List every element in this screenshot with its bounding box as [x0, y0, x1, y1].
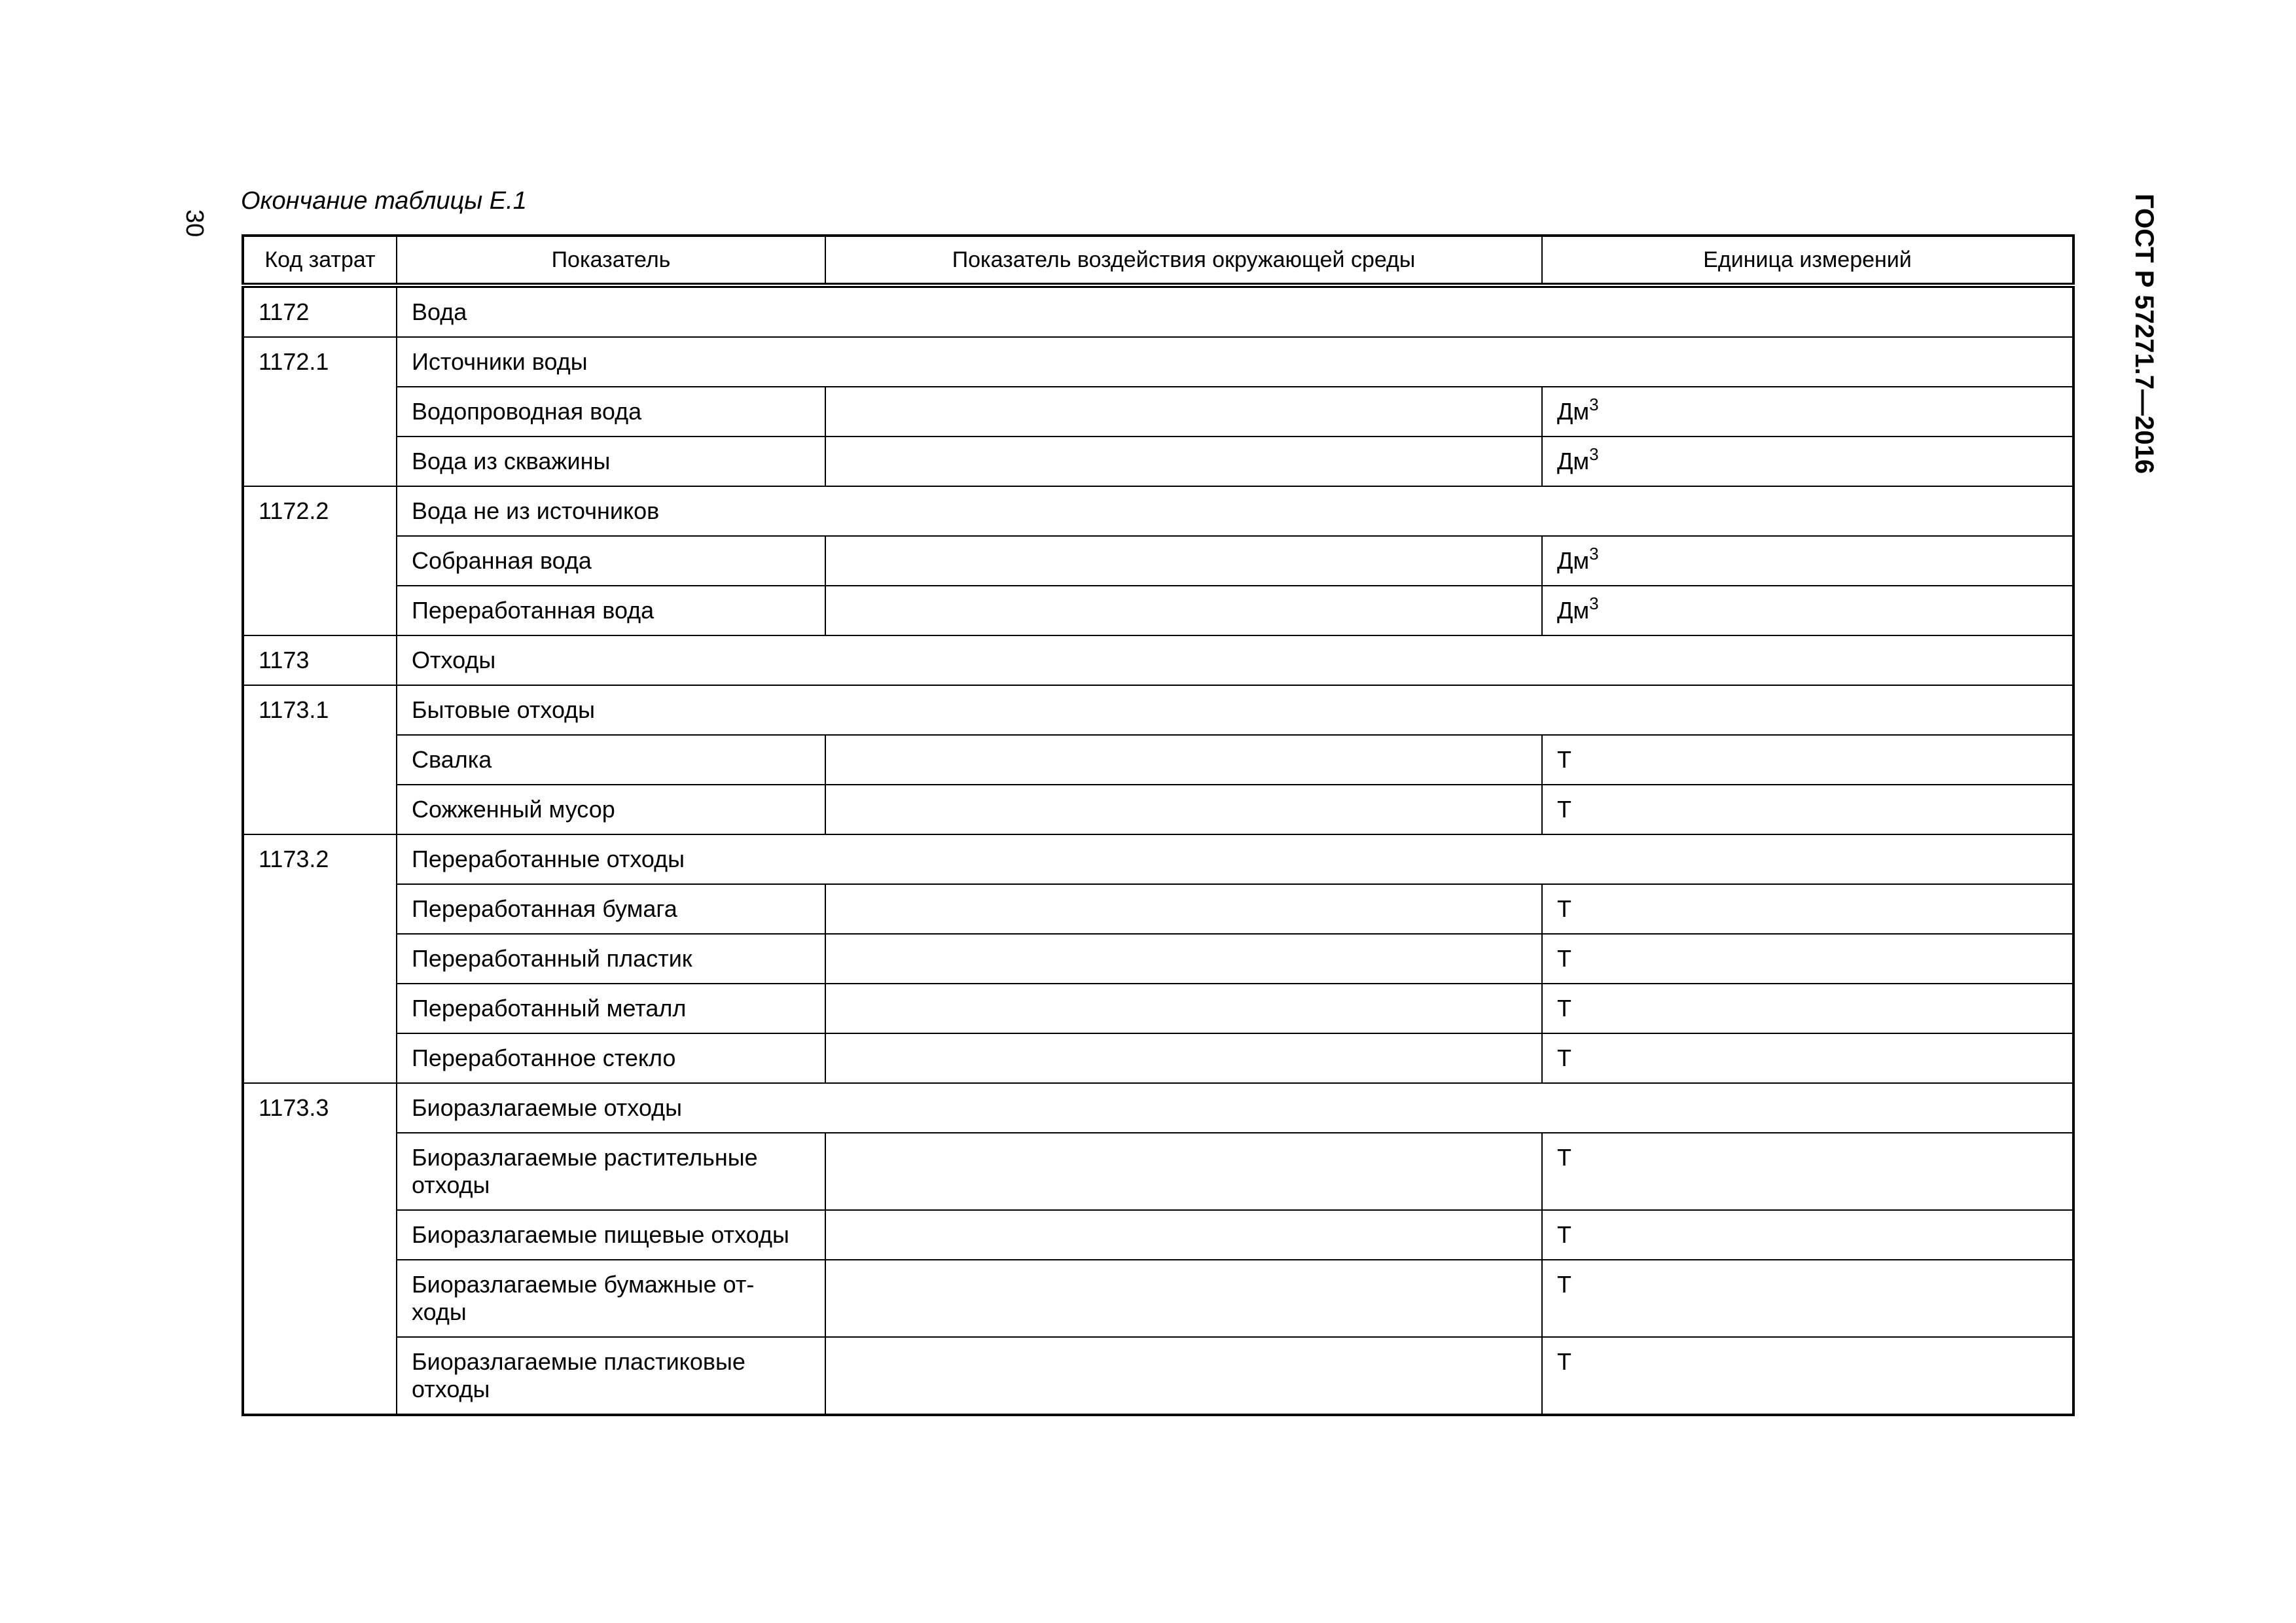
env-indicator-cell	[825, 1033, 1542, 1083]
env-indicator-cell	[825, 984, 1542, 1033]
env-indicator-cell	[825, 437, 1542, 486]
cost-code: 1173	[243, 635, 397, 685]
indicator-cell: Водопроводная вода	[397, 387, 825, 437]
unit-base: Дм	[1557, 547, 1590, 574]
indicator-line: Биоразлагаемые бумажные от-	[412, 1271, 755, 1298]
table-row	[243, 785, 2073, 834]
section-title: Вода	[397, 285, 2073, 337]
indicator-cell: Собранная вода	[397, 536, 825, 586]
subsection-title: Переработанные отходы	[397, 834, 2073, 884]
indicator-line: Биоразлагаемые пластиковые	[412, 1348, 745, 1375]
unit-exponent: 3	[1589, 444, 1599, 464]
unit-cell: Т	[1542, 884, 2073, 934]
indicator-cell: Сожженный мусор	[397, 785, 825, 834]
env-indicator-cell	[825, 586, 1542, 635]
header-code: Код затрат	[243, 236, 397, 285]
env-indicator-cell	[825, 387, 1542, 437]
header-env-indicator: Показатель воздействия окружающей среды	[825, 236, 1542, 285]
table-row	[243, 1133, 2073, 1210]
indicator-cell: Переработанная вода	[397, 586, 825, 635]
unit-cell	[1542, 536, 2073, 586]
page-number: 30	[181, 209, 208, 238]
cost-code: 1173.2	[243, 834, 397, 1083]
indicator-cell: Свалка	[397, 735, 825, 785]
cost-code: 1173.3	[243, 1083, 397, 1415]
cost-code: 1173.1	[243, 685, 397, 834]
indicator-cell	[397, 1337, 825, 1415]
unit-cell	[1542, 437, 2073, 486]
env-indicator-cell	[825, 735, 1542, 785]
cost-code: 1172.1	[243, 337, 397, 486]
document-code: ГОСТ Р 57271.7—2016	[2130, 194, 2159, 474]
unit-exponent: 3	[1589, 395, 1599, 414]
table-row	[243, 635, 2073, 685]
indicator-line: Биоразлагаемые растительные	[412, 1144, 758, 1171]
table-header-row	[243, 236, 2073, 285]
unit-cell: Т	[1542, 934, 2073, 984]
table-row	[243, 984, 2073, 1033]
env-indicator-cell	[825, 1337, 1542, 1415]
table-row	[243, 387, 2073, 437]
unit-base: Дм	[1557, 398, 1590, 425]
env-indicator-cell	[825, 884, 1542, 934]
table-caption: Окончание таблицы Е.1	[241, 187, 527, 215]
unit-exponent: 3	[1589, 544, 1599, 563]
indicator-line: отходы	[412, 1171, 490, 1198]
env-indicator-cell	[825, 934, 1542, 984]
env-indicator-cell	[825, 785, 1542, 834]
indicator-cell	[397, 1133, 825, 1210]
indicator-cell: Переработанное стекло	[397, 1033, 825, 1083]
table-row	[243, 1260, 2073, 1337]
unit-cell: Т	[1542, 785, 2073, 834]
table-row	[243, 1210, 2073, 1260]
indicator-line: отходы	[412, 1376, 490, 1402]
table-row	[243, 934, 2073, 984]
table-row	[243, 437, 2073, 486]
section-title: Отходы	[397, 635, 2073, 685]
header-unit: Единица измерений	[1542, 236, 2073, 285]
subsection-title: Вода не из источников	[397, 486, 2073, 536]
indicator-cell: Биоразлагаемые пищевые отходы	[397, 1210, 825, 1260]
table-row	[243, 1337, 2073, 1415]
env-indicator-cell	[825, 1210, 1542, 1260]
indicator-cell: Переработанный металл	[397, 984, 825, 1033]
unit-cell: Т	[1542, 1033, 2073, 1083]
unit-cell: Т	[1542, 1337, 2073, 1415]
table-row	[243, 1083, 2073, 1133]
table-row	[243, 685, 2073, 735]
unit-cell: Т	[1542, 735, 2073, 785]
table-row	[243, 486, 2073, 536]
cost-code: 1172.2	[243, 486, 397, 635]
table-row	[243, 337, 2073, 387]
indicator-cell: Переработанный пластик	[397, 934, 825, 984]
table-row	[243, 834, 2073, 884]
unit-exponent: 3	[1589, 594, 1599, 613]
cost-code: 1172	[243, 285, 397, 337]
indicator-line: ходы	[412, 1298, 467, 1325]
subsection-title: Биоразлагаемые отходы	[397, 1083, 2073, 1133]
cost-table	[242, 234, 2075, 1416]
table-row	[243, 1033, 2073, 1083]
env-indicator-cell	[825, 536, 1542, 586]
subsection-title: Бытовые отходы	[397, 685, 2073, 735]
indicator-cell: Вода из скважины	[397, 437, 825, 486]
indicator-cell: Переработанная бумага	[397, 884, 825, 934]
unit-base: Дм	[1557, 597, 1590, 624]
table-row	[243, 735, 2073, 785]
env-indicator-cell	[825, 1260, 1542, 1337]
table-row	[243, 285, 2073, 337]
unit-cell: Т	[1542, 984, 2073, 1033]
unit-cell: Т	[1542, 1210, 2073, 1260]
table-row	[243, 884, 2073, 934]
indicator-cell	[397, 1260, 825, 1337]
unit-cell	[1542, 387, 2073, 437]
unit-cell: Т	[1542, 1133, 2073, 1210]
unit-cell	[1542, 586, 2073, 635]
env-indicator-cell	[825, 1133, 1542, 1210]
table-row	[243, 586, 2073, 635]
unit-cell: Т	[1542, 1260, 2073, 1337]
unit-base: Дм	[1557, 448, 1590, 474]
header-indicator: Показатель	[397, 236, 825, 285]
table-row	[243, 536, 2073, 586]
subsection-title: Источники воды	[397, 337, 2073, 387]
